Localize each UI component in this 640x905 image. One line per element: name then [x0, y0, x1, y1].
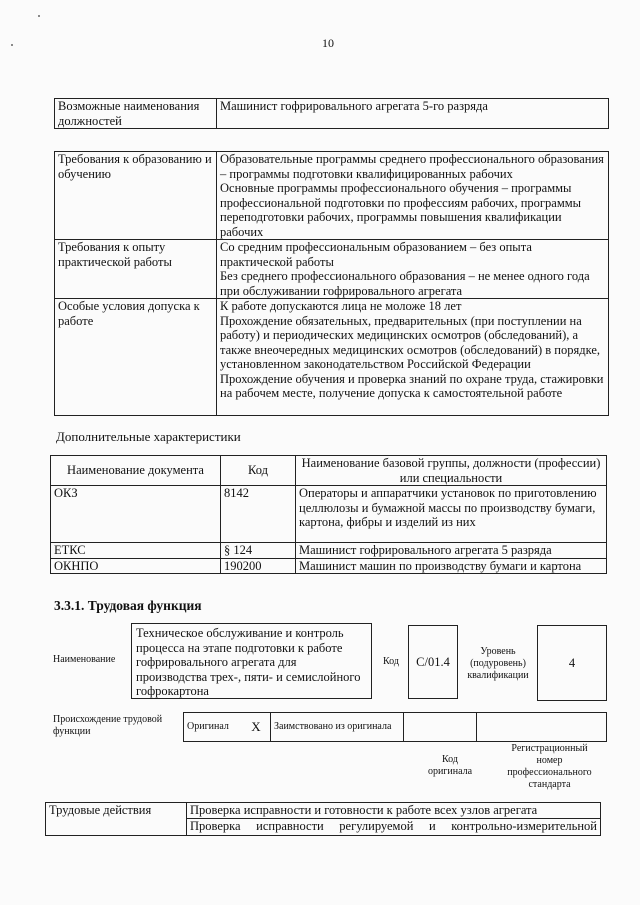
- additional-title: Дополнительные характеристики: [56, 429, 241, 444]
- positions-value: Машинист гофрировального агрегата 5-го разряда: [217, 99, 609, 129]
- requirement-row: [55, 299, 609, 416]
- level-value: 4: [568, 656, 576, 670]
- origin-code-cell: [404, 713, 477, 742]
- origin-table: [183, 712, 607, 742]
- table-cell: Операторы и аппаратчики установок по приготовлению целлюлозы и бумажной массы по производству бумаги, картона, фибры и изделий из них: [296, 486, 607, 543]
- borrowed-label: Заимствовано из оригинала: [271, 713, 404, 742]
- actions-table: [45, 802, 601, 836]
- function-code-box: [408, 625, 458, 699]
- requirement-paragraph: Прохождение обучения и проверка знаний по охране труда, стажировки на рабочем месте, получение допуска к самостоятельной работе: [220, 371, 604, 400]
- column-header: Код: [221, 456, 296, 486]
- requirement-paragraph: Образовательные программы среднего профессионального образования – программы подготовки квалифицированных рабочих: [220, 152, 604, 181]
- table-row: [51, 543, 607, 559]
- scan-speck: [38, 15, 40, 17]
- requirement-paragraph: Со средним профессиональным образованием – без опыта практической работы: [220, 240, 532, 269]
- table-header-row: [51, 456, 607, 486]
- table-row: [51, 558, 607, 574]
- table-cell: Машинист машин по производству бумаги и картона: [296, 558, 607, 574]
- section-title: 3.3.1. Трудовая функция: [54, 598, 202, 613]
- requirement-paragraph: Без среднего профессионального образования – не менее одного года при обслуживании гофрировального агрегата: [220, 269, 590, 298]
- table-cell: ЕТКС: [51, 543, 221, 559]
- function-name-value: Техническое обслуживание и контроль процесса на этапе подготовки к работе гофрировального агрегата для производства трех-, пяти- и семислойного гофрокартона: [136, 626, 361, 698]
- action-item: Проверка исправности регулируемой и контрольно-измерительной: [187, 818, 601, 835]
- origin-label: Происхождение трудовой функции: [53, 714, 163, 737]
- positions-table: [54, 98, 609, 129]
- column-header: Наименование документа: [51, 456, 221, 486]
- actions-label: Трудовые действия: [46, 803, 187, 836]
- code-original-label: Код оригинала: [427, 754, 473, 777]
- table-cell: Машинист гофрировального агрегата 5 разряда: [296, 543, 607, 559]
- requirement-value: [217, 152, 609, 240]
- requirement-value: [217, 240, 609, 299]
- requirement-label: Требования к образованию и обучению: [55, 152, 217, 240]
- requirement-paragraph: Основные программы профессионального обучения – программы профессиональной подготовки по профессиям рабочих, программы переподготовки рабочих, программы повышения квалификации рабочих: [220, 181, 582, 239]
- original-mark: X: [242, 713, 271, 742]
- page-number: 10: [322, 36, 334, 50]
- requirement-row: [55, 152, 609, 240]
- origin-reg-cell: [477, 713, 607, 742]
- requirement-row: [55, 240, 609, 299]
- requirement-paragraph: К работе допускаются лица не моложе 18 лет: [220, 299, 462, 313]
- table-cell: 8142: [221, 486, 296, 543]
- function-name-box: [131, 623, 372, 699]
- positions-label: Возможные наименования должностей: [55, 99, 217, 129]
- requirement-paragraph: Прохождение обязательных, предварительных (при поступлении на работу) и периодических медицинских осмотров (обследований), а также внеочередных медицинских осмотров (обследований) в порядке, установленном законодательством Российской Федерации: [220, 313, 601, 371]
- additional-table: [50, 455, 607, 574]
- requirements-table: [54, 151, 609, 416]
- scan-speck: [11, 44, 13, 46]
- table-cell: 190200: [221, 558, 296, 574]
- function-code-label: Код: [383, 656, 399, 667]
- column-header: Наименование базовой группы, должности (профессии) или специальности: [296, 456, 607, 486]
- table-cell: ОКНПО: [51, 558, 221, 574]
- action-item: Проверка исправности и готовности к работе всех узлов агрегата: [187, 803, 601, 819]
- level-label: Уровень (подуровень) квалификации: [467, 646, 529, 681]
- table-row: [51, 486, 607, 543]
- reg-number-label: Регистрационный номер профессионального стандарта: [507, 743, 592, 790]
- function-name-label: Наименование: [53, 654, 116, 665]
- level-box: [537, 625, 607, 701]
- table-cell: § 124: [221, 543, 296, 559]
- requirement-label: Особые условия допуска к работе: [55, 299, 217, 416]
- requirement-label: Требования к опыту практической работы: [55, 240, 217, 299]
- table-cell: ОКЗ: [51, 486, 221, 543]
- table-row: [46, 803, 601, 819]
- requirement-value: [217, 299, 609, 416]
- function-code-value: C/01.4: [416, 655, 450, 669]
- original-label: Оригинал: [184, 713, 243, 742]
